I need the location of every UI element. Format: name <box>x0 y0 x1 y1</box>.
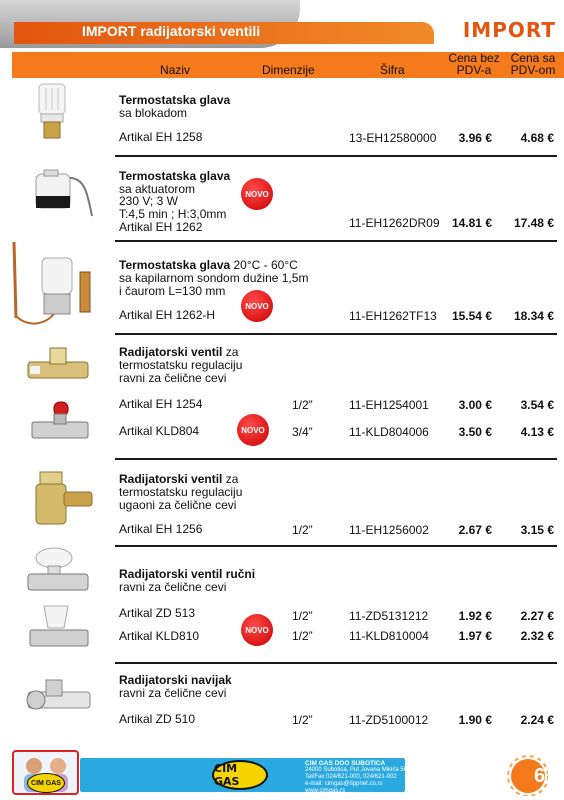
product-title: Radijatorski navijak <box>119 673 232 687</box>
product-desc: T:4,5 min ; H:3,0mm <box>119 207 227 221</box>
new-badge: NOVO <box>241 614 273 646</box>
product-desc: ravni za čelične cevi <box>119 580 227 594</box>
price-with-vat: 2.27 € <box>520 609 554 623</box>
product-code: 11-EH1262TF13 <box>349 309 437 323</box>
product-article: Artikal EH 1256 <box>119 522 203 536</box>
product-title: Termostatska glava 20°C - 60°C <box>119 258 298 272</box>
product-dimension: 1/2” <box>292 398 313 412</box>
col-cena-bez <box>446 52 502 76</box>
row-separator <box>115 240 557 242</box>
product-title-suffix: za <box>222 345 239 359</box>
price-without-vat: 1.92 € <box>458 609 492 623</box>
thermostat-head-image <box>32 82 72 146</box>
product-article: Artikal ZD 513 <box>119 606 196 620</box>
price-without-vat: 1.97 € <box>458 629 492 643</box>
product-dimension: 1/2” <box>292 609 313 623</box>
product-desc: sa aktuatorom <box>119 182 196 196</box>
footer-small-logo: CIM GAS <box>27 773 65 793</box>
product-dimension: 3/4” <box>292 425 313 439</box>
company-web: www.cimgas.rs <box>305 788 346 794</box>
product-desc: ravni za čelične cevi <box>119 371 227 385</box>
price-with-vat: 3.15 € <box>520 523 554 537</box>
product-title: Termostatska glava <box>119 169 231 183</box>
col-dimenzije: Dimenzije <box>262 63 315 77</box>
product-dimension: 1/2” <box>292 523 313 537</box>
cimgas-logo: CIM GAS <box>212 760 268 790</box>
product-code: 11-EH1256002 <box>349 523 429 537</box>
radiator-fitting-image <box>24 676 96 726</box>
product-article: Artikal KLD810 <box>119 629 200 643</box>
product-title-suffix: 20°C - 60°C <box>230 258 298 272</box>
company-name: CIM GAS DOO SUBOTICA <box>305 760 386 767</box>
product-code: 11-KLD804006 <box>349 425 429 439</box>
row-separator <box>115 333 557 335</box>
product-code: 13-EH12580000 <box>349 131 437 145</box>
new-badge: NOVO <box>241 290 273 322</box>
product-desc: 230 V; 3 W <box>119 194 178 208</box>
page-header <box>0 0 564 80</box>
product-article: Artikal KLD804 <box>119 424 200 438</box>
page-title: IMPORT radijatorski ventili <box>82 23 261 39</box>
product-dimension: 1/2” <box>292 629 313 643</box>
price-with-vat: 18.34 € <box>513 309 554 323</box>
manual-radiator-valve-image <box>24 546 96 656</box>
product-article: Artikal EH 1254 <box>119 397 203 411</box>
product-article: Artikal EH 1262 <box>119 220 203 234</box>
company-info <box>305 760 407 795</box>
price-without-vat: 1.90 € <box>458 713 492 727</box>
row-separator <box>115 458 557 460</box>
product-title: Radijatorski ventil ručni <box>119 567 256 581</box>
col-sifra: Šifra <box>380 63 405 77</box>
product-code: 11-ZD5100012 <box>349 713 429 727</box>
radiator-valve-straight-image <box>24 344 96 452</box>
price-without-vat: 3.50 € <box>458 425 492 439</box>
col-naziv: Naziv <box>160 63 191 77</box>
price-with-vat: 2.24 € <box>520 713 554 727</box>
product-code: 11-KLD810004 <box>349 629 429 643</box>
product-article: Artikal ZD 510 <box>119 712 196 726</box>
product-desc: i čaurom L=130 mm <box>119 284 226 298</box>
new-badge: NOVO <box>237 414 269 446</box>
price-without-vat: 2.67 € <box>458 523 492 537</box>
price-without-vat: 3.00 € <box>458 398 492 412</box>
product-article: Artikal EH 1262-H <box>119 308 216 322</box>
product-desc: termostatsku regulaciju <box>119 358 243 372</box>
col-cena-sa-line1: Cena sa <box>510 51 556 65</box>
col-cena-bez-line2: PDV-a <box>456 63 492 77</box>
price-with-vat: 4.68 € <box>520 131 554 145</box>
company-email: e-mail: cimgas@tippnet.co.rs <box>305 781 383 787</box>
thermostat-capillary-image <box>8 238 98 330</box>
company-address: 24000 Subotica, Put Jovana Mikića 56 <box>305 767 408 773</box>
product-title-suffix: za <box>222 472 239 486</box>
product-code: 11-EH1254001 <box>349 398 429 412</box>
product-title: Radijatorski ventil za <box>119 345 239 359</box>
product-code: 11-ZD5131212 <box>349 609 429 623</box>
price-with-vat: 17.48 € <box>513 216 554 230</box>
row-separator <box>115 662 557 664</box>
product-desc: sa blokadom <box>119 106 188 120</box>
price-with-vat: 3.54 € <box>520 398 554 412</box>
col-cena-sa <box>508 52 558 76</box>
product-desc: sa kapilarnom sondom dužine 1,5m <box>119 271 309 285</box>
new-badge: NOVO <box>241 178 273 210</box>
radiator-valve-angle-image <box>30 470 96 530</box>
row-separator <box>115 545 557 547</box>
product-article: Artikal EH 1258 <box>119 130 203 144</box>
company-phone: Tel/Fax 024/621-000, 024/621-002 <box>305 774 397 780</box>
page-number: 6 <box>534 765 546 787</box>
product-desc: termostatsku regulaciju <box>119 485 243 499</box>
col-cena-sa-line2: PDV-om <box>510 63 556 77</box>
price-without-vat: 3.96 € <box>458 131 492 145</box>
price-without-vat: 14.81 € <box>451 216 492 230</box>
actuator-image <box>34 168 96 224</box>
price-with-vat: 4.13 € <box>520 425 554 439</box>
brand-logo: IMPORT <box>462 18 556 42</box>
product-title: Termostatska glava <box>119 93 231 107</box>
price-without-vat: 15.54 € <box>451 309 492 323</box>
col-cena-bez-line1: Cena bez <box>448 51 500 65</box>
product-dimension: 1/2” <box>292 713 313 727</box>
product-code: 11-EH1262DR09 <box>349 216 440 230</box>
product-desc: ravni za čelične cevi <box>119 686 227 700</box>
row-separator <box>115 155 557 157</box>
product-title: Radijatorski ventil za <box>119 472 239 486</box>
product-desc: ugaoni za čelične cevi <box>119 498 237 512</box>
price-with-vat: 2.32 € <box>520 629 554 643</box>
